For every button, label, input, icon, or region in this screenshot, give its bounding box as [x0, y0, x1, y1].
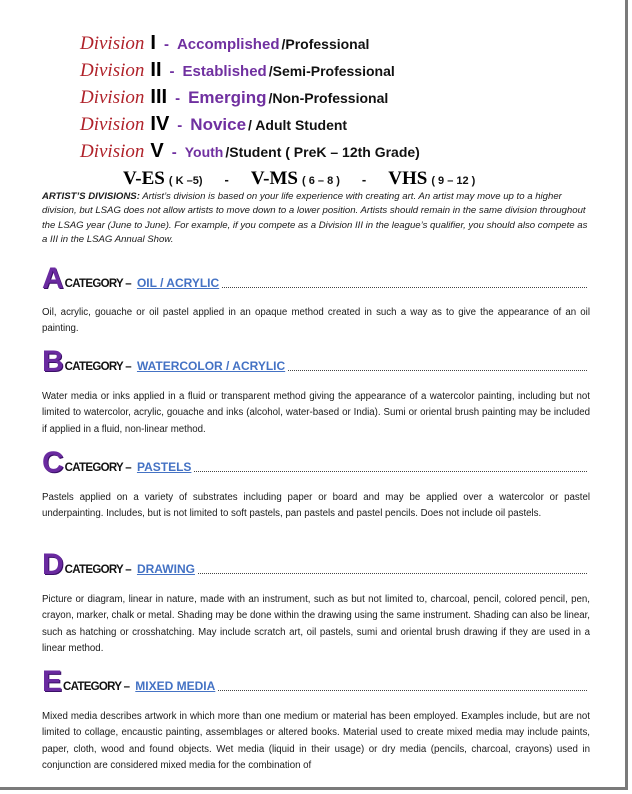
division-word: Division — [80, 60, 145, 81]
category-d-heading — [42, 549, 587, 579]
division-word: Division — [80, 141, 145, 162]
youth-hs-name: VHS — [388, 168, 428, 189]
divisions-note-label: ARTIST’S DIVISIONS: — [42, 191, 140, 202]
dotted-rule — [194, 471, 587, 472]
category-word: CATEGORY – — [64, 278, 131, 290]
category-d-description: Picture or diagram, linear in nature, made with an instrument, such as but not limited to, charcoal, pencil, colored pencil, pen, crayon, marker, chalk or metal. Shading may be done within the drawing using the same instrument. Shading can also be linear, such as hatching or crosshatching. May include scratch art, oil pastels, sumi and oriental brush drawing if they are used in a linear method. — [42, 594, 590, 654]
category-name: PASTELS — [136, 460, 192, 474]
category-a-description: Oil, acrylic, gouache or oil pastel applied in an opaque method created in such a way as to give the appearance of an oil painting. — [42, 307, 590, 335]
division-level: /Semi-Professional — [268, 63, 395, 79]
youth-hs-range: ( 9 – 12 ) — [431, 175, 476, 187]
category-name: WATERCOLOR / ACRYLIC — [136, 359, 286, 373]
divisions-note-text: Artist’s division is based on your life experience with creating art. An artist may move up to a higher division, but LSAG does not allow artists to move down to a lower position. Artists should remain in the same division throughout the LSAG year (June to June). For example, if you compete as a Division III in the league’s qualifier, you should also compete as a III in the LSAG Annual Show. — [42, 191, 588, 245]
division-word: Division — [80, 114, 145, 135]
division-word: Division — [80, 33, 145, 54]
division-dash: - — [163, 36, 169, 53]
division-name: Emerging — [188, 88, 267, 107]
divisions-note — [42, 190, 590, 247]
division-numeral: V — [150, 140, 164, 162]
category-b-heading — [42, 346, 587, 376]
division-level: /Professional — [281, 36, 370, 52]
category-letter: B — [42, 345, 64, 378]
category-word: CATEGORY – — [63, 681, 130, 693]
category-e-heading — [42, 666, 587, 696]
division-numeral: I — [150, 32, 156, 54]
dotted-rule — [198, 573, 587, 574]
category-c-description: Pastels applied on a variety of substrates including paper or board and may be applied over a watercolor or pastel underpainting. Includes, but is not limited to soft pastels, pan pastels and pastel pencils. Does not include oil pastels. — [42, 492, 590, 520]
category-word: CATEGORY – — [64, 361, 131, 373]
division-row — [80, 140, 600, 167]
category-c-heading — [42, 447, 587, 477]
division-name: Novice — [190, 115, 247, 134]
division-name: Accomplished — [176, 36, 280, 53]
youth-separator: - — [361, 172, 367, 187]
youth-ms-name: V-MS — [250, 168, 298, 189]
division-row — [80, 86, 600, 113]
division-name: Youth — [184, 144, 224, 160]
division-level: /Student ( PreK – 12th Grade) — [225, 144, 420, 160]
category-name: OIL / ACRYLIC — [136, 276, 220, 290]
category-name: MIXED MEDIA — [135, 679, 216, 693]
category-word: CATEGORY – — [64, 462, 131, 474]
youth-subdivisions — [123, 168, 475, 190]
division-numeral: IV — [150, 113, 170, 135]
category-letter: C — [42, 446, 64, 479]
division-row — [80, 32, 600, 59]
dotted-rule — [218, 690, 587, 691]
youth-separator: - — [224, 172, 229, 187]
division-dash: - — [171, 144, 177, 161]
youth-ms-range: ( 6 – 8 ) — [302, 175, 340, 187]
dotted-rule — [222, 287, 587, 288]
division-dash: - — [169, 63, 175, 80]
category-e-description: Mixed media describes artwork in which more than one medium or material has been employed. Examples include, but are not limited to collage, encaustic painting, assemblages or altered books. Material used to create mixed media may include paints, paper, cloth, wood and found objects. Wet media (liquid in their usage) or dry media (pencils, charcoal, crayons) used in conjunction are considered mixed media for the combination of — [42, 711, 590, 771]
divisions-list — [80, 32, 600, 167]
category-a-heading — [42, 263, 587, 293]
category-word: CATEGORY – — [64, 564, 131, 576]
division-level: /Non-Professional — [268, 90, 389, 106]
division-dash: - — [177, 117, 183, 134]
dotted-rule — [288, 370, 587, 371]
division-word: Division — [80, 87, 145, 108]
category-name: DRAWING — [136, 562, 195, 576]
division-row — [80, 113, 600, 140]
division-level: / Adult Student — [248, 117, 348, 133]
division-row — [80, 59, 600, 86]
category-letter: D — [42, 548, 64, 581]
division-numeral: III — [150, 86, 168, 108]
youth-es-range: ( K –5) — [168, 175, 203, 187]
division-dash: - — [175, 90, 181, 107]
division-name: Established — [182, 63, 267, 80]
division-numeral: II — [150, 59, 162, 81]
category-letter: A — [42, 262, 64, 295]
category-b-description: Water media or inks applied in a fluid or transparent method giving the appearance of a watercolor painting, including but not limited to watercolor, acrylic, gouache and inks (alcohol, water-based or India). Sumi or oriental brush painting may be included if applied in a fluid, non-linear method. — [42, 391, 590, 435]
youth-es-name: V-ES — [123, 168, 165, 189]
category-letter: E — [42, 665, 63, 698]
